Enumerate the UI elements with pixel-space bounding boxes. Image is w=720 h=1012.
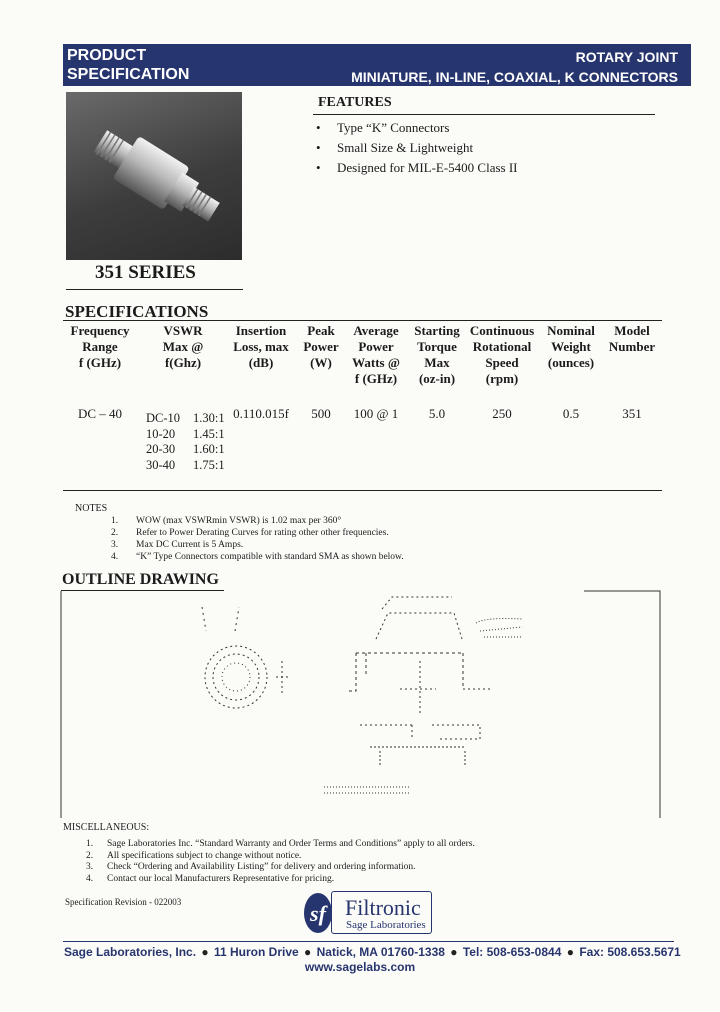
features-title: FEATURES xyxy=(318,95,392,110)
note-item: 3. Max DC Current is 5 Amps. xyxy=(111,540,244,550)
features-rule xyxy=(313,114,655,115)
vswr-row: 10-20 1.45:1 xyxy=(146,426,225,441)
spec-header: Insertion Loss, max (dB) xyxy=(233,323,289,370)
header-right xyxy=(351,47,678,87)
spec-header: Starting Torque Max (oz-in) xyxy=(414,323,460,386)
spec-col-peak-power xyxy=(298,323,344,422)
note-item: 4. “K” Type Connectors compatible with standard SMA as shown below. xyxy=(111,552,404,562)
misc-item: 1. Sage Laboratories Inc. “Standard Warranty and Order Terms and Conditions” apply to all orders. xyxy=(86,839,475,849)
spec-value: 5.0 xyxy=(428,406,446,421)
product-photo xyxy=(66,92,242,260)
series-rule xyxy=(66,289,243,290)
footer-tel: Tel: 508-653-0844 xyxy=(462,945,562,959)
header-specification: SPECIFICATION xyxy=(67,66,190,83)
spec-value: 100 @ 1 xyxy=(353,406,399,421)
spec-header: Frequency Range f (GHz) xyxy=(70,323,130,370)
misc-item: 4. Contact our local Manufacturers Representative for pricing. xyxy=(86,874,335,885)
specifications-bottom-rule xyxy=(63,490,662,491)
footer-address: 11 Huron Drive xyxy=(213,945,299,959)
outline-title: OUTLINE DRAWING xyxy=(62,571,219,588)
spec-col-weight xyxy=(542,323,600,422)
feature-item: • Small Size & Lightweight xyxy=(316,138,518,158)
header-left xyxy=(67,46,189,84)
spec-header: Nominal Weight (ounces) xyxy=(547,323,595,370)
notes-title: NOTES xyxy=(75,503,108,514)
notes-list xyxy=(111,515,404,563)
spec-value: 0.110.015f xyxy=(233,406,289,421)
footer-rule xyxy=(63,941,674,942)
spec-header: Model Number xyxy=(608,323,656,354)
spec-col-vswr xyxy=(143,323,223,371)
spec-header: VSWR Max @ f(Ghz) xyxy=(162,323,204,370)
spec-col-torque xyxy=(410,323,464,422)
spec-col-speed xyxy=(466,323,538,422)
features-list xyxy=(316,118,518,178)
spec-col-frequency xyxy=(64,323,136,422)
revision-label: Specification Revision - 022003 xyxy=(65,897,182,907)
note-item: 2. Refer to Power Derating Curves for rating other other frequencies. xyxy=(111,528,389,538)
footer-contact: Sage Laboratories, Inc. ● 11 Huron Drive ● Natick, MA 01760-1338 ● Tel: 508-653-0844 ● Fax: 508.653.5671 xyxy=(64,945,681,959)
logo-subtitle: Sage Laboratories xyxy=(346,919,426,931)
misc-list xyxy=(86,839,475,886)
svg-text:sf: sf xyxy=(310,901,326,926)
filtronic-logo-icon xyxy=(303,892,333,934)
header-rotary-joint: ROTARY JOINT xyxy=(575,49,678,65)
specifications-title: SPECIFICATIONS xyxy=(65,302,209,321)
feature-item: • Designed for MIL-E-5400 Class II xyxy=(316,158,518,178)
spec-value: 500 xyxy=(311,406,331,421)
footer-fax: Fax: 508.653.5671 xyxy=(579,945,681,959)
footer-city: Natick, MA 01760-1338 xyxy=(316,945,445,959)
spec-value: 351 xyxy=(622,406,642,421)
footer-website[interactable]: www.sagelabs.com xyxy=(304,960,416,974)
footer-company: Sage Laboratories, Inc. xyxy=(64,945,197,959)
spec-header: Average Power Watts @ f (GHz) xyxy=(352,323,400,386)
outline-drawing xyxy=(60,589,661,818)
vswr-row: 30-40 1.75:1 xyxy=(146,458,225,473)
series-label: 351 SERIES xyxy=(95,262,196,283)
spec-col-average-power xyxy=(347,323,405,422)
vswr-row: DC-10 1.30:1 xyxy=(146,411,225,425)
misc-title: MISCELLANEOUS: xyxy=(63,822,150,833)
spec-value: 0.5 xyxy=(562,406,580,421)
spec-col-model xyxy=(604,323,660,422)
spec-header: Peak Power (W) xyxy=(303,323,339,370)
note-item: 1. WOW (max VSWRmin VSWR) is 1.02 max per 360° xyxy=(111,516,342,526)
spec-col-insertion-loss xyxy=(225,323,297,422)
misc-item: 2. All specifications subject to change without notice. xyxy=(86,850,302,861)
specifications-rule xyxy=(63,320,662,321)
spec-value: 250 xyxy=(492,406,512,421)
vswr-row: 20-30 1.60:1 xyxy=(146,442,225,457)
header-product: PRODUCT xyxy=(67,47,147,64)
spec-value: DC – 40 xyxy=(77,406,123,421)
spec-header: Continuous Rotational Speed (rpm) xyxy=(469,323,535,386)
feature-item: • Type “K” Connectors xyxy=(316,118,518,138)
logo-name: Filtronic xyxy=(345,895,421,920)
header-subtitle: MINIATURE, IN-LINE, COAXIAL, K CONNECTORS xyxy=(351,69,678,85)
misc-item: 3. Check “Ordering and Availability Listing” for delivery and ordering information. xyxy=(86,862,416,873)
